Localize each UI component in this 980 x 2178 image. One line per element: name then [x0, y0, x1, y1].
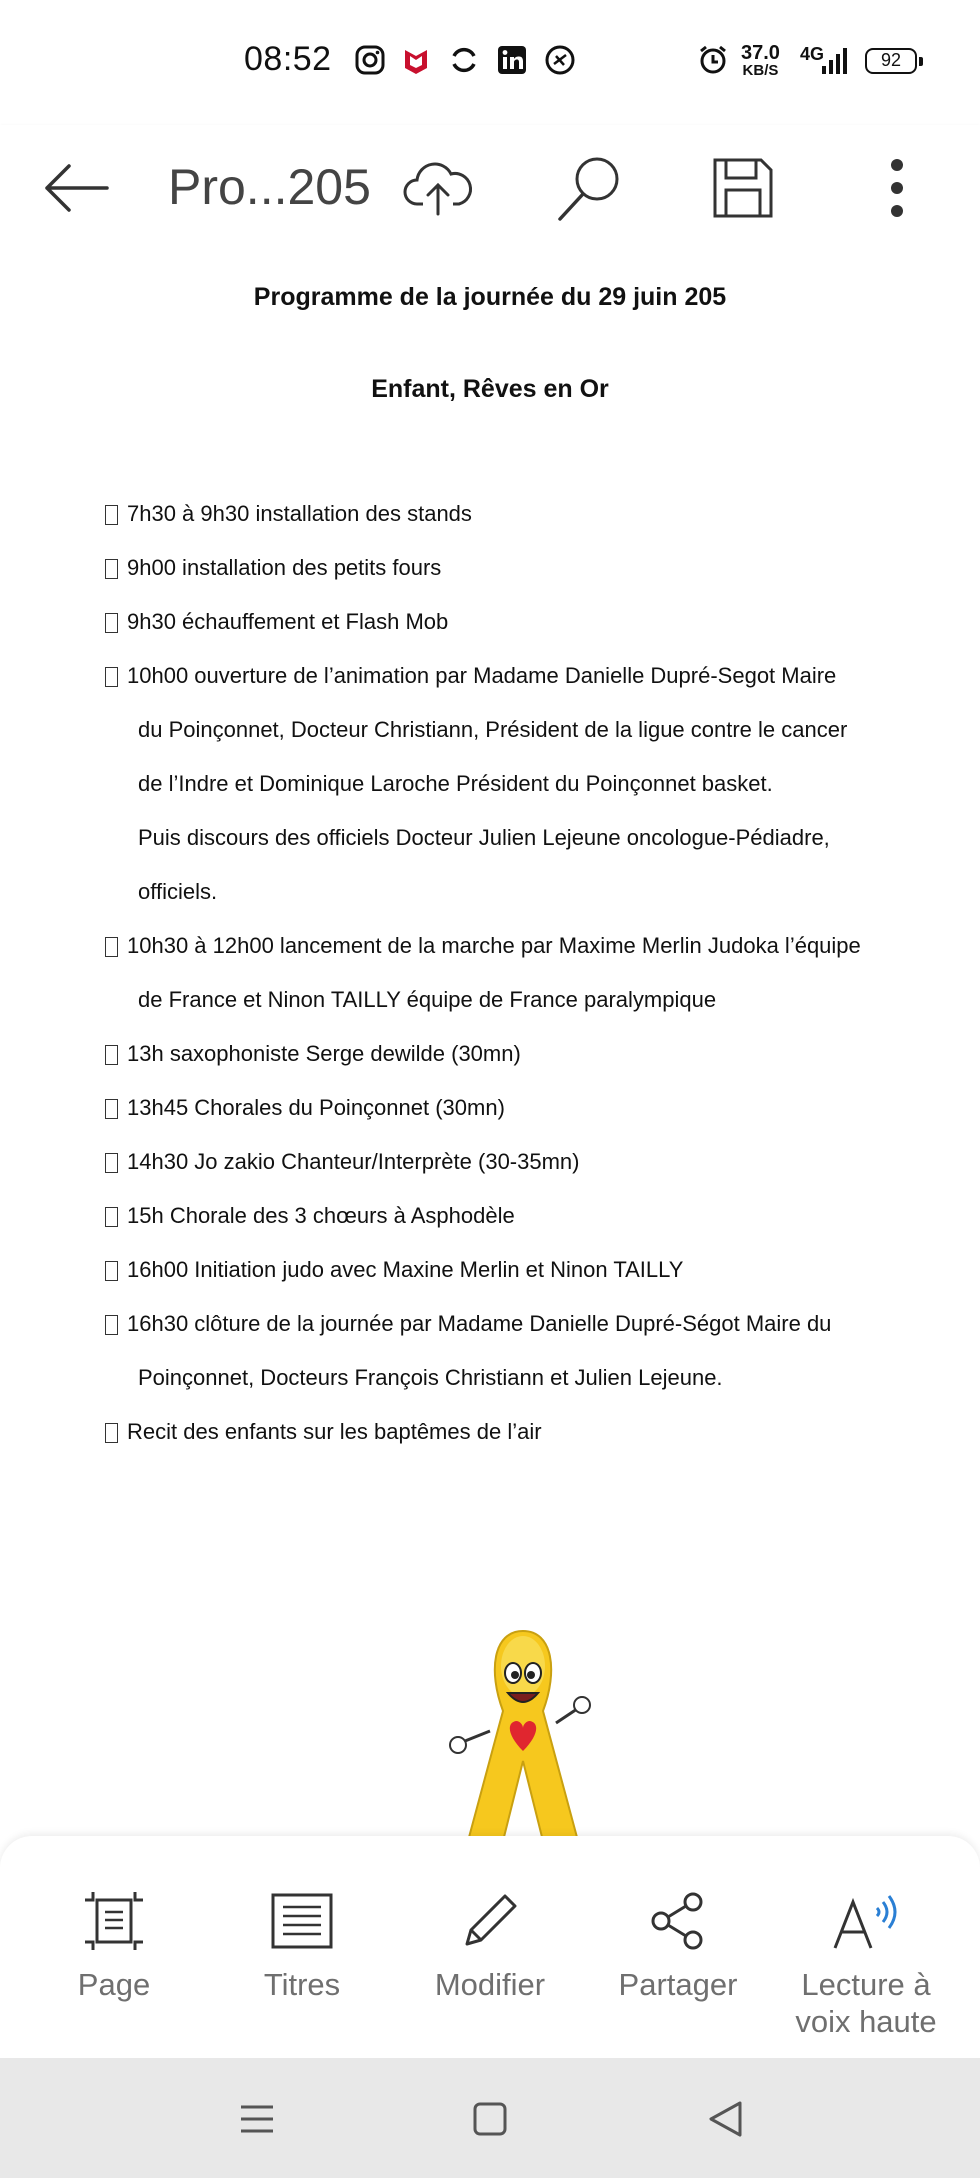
list-item-text: 9h00 installation des petits fours [127, 555, 442, 580]
list-item [105, 1027, 925, 1081]
list-item-continuation: du Poinçonnet, Docteur Christiann, Président de la ligue contre le cancer [138, 717, 848, 742]
bullet-box-icon [105, 1099, 118, 1119]
menu-icon [239, 2103, 275, 2135]
system-navigation-bar [0, 2058, 980, 2178]
list-item [105, 1405, 925, 1459]
list-item-text: 15h Chorale des 3 chœurs à Asphodèle [127, 1203, 515, 1228]
list-item [105, 649, 925, 919]
bullet-box-icon [105, 937, 118, 957]
list-item-text: 13h45 Chorales du Poinçonnet (30mn) [127, 1095, 505, 1120]
document-page[interactable] [0, 251, 980, 1836]
edit-button[interactable] [396, 1884, 584, 2003]
list-item [105, 1297, 925, 1405]
list-item-text: 13h saxophoniste Serge dewilde (30mn) [127, 1041, 521, 1066]
document-heading: Programme de la journée du 29 juin 205 [253, 283, 727, 311]
battery-icon [865, 48, 917, 74]
save-icon [711, 156, 775, 220]
list-item [105, 919, 925, 1027]
app-icon [544, 44, 576, 76]
back-button[interactable] [31, 143, 121, 233]
cloud-upload-button[interactable] [393, 143, 483, 233]
share-button[interactable] [584, 1884, 772, 2003]
list-item [105, 1081, 925, 1135]
list-item-continuation: Puis discours des officiels Docteur Julien Lejeune oncologue-Pédiadre, [138, 825, 830, 850]
network-speed [741, 44, 780, 80]
home-square-icon [473, 2102, 507, 2136]
alarm-icon [697, 44, 729, 76]
sync-icon [448, 44, 480, 76]
document-title: Pro...205 [168, 159, 371, 215]
network-speed-value: 37.0 [741, 42, 780, 64]
bullet-box-icon [105, 1261, 118, 1281]
list-item-text: 10h00 ouverture de l’animation par Madame Danielle Dupré-Segot Maire [127, 663, 837, 688]
share-label: Partager [618, 1967, 738, 2002]
headings-button[interactable] [208, 1884, 396, 2003]
search-icon [555, 153, 625, 223]
more-options-button[interactable] [852, 143, 942, 233]
back-nav-button[interactable] [700, 2094, 750, 2144]
read-aloud-icon [831, 1890, 901, 1952]
list-item-text: 10h30 à 12h00 lancement de la marche par Maxime Merlin Judoka l’équipe [127, 933, 861, 958]
list-item-text: Recit des enfants sur les baptêmes de l’air [127, 1419, 542, 1444]
signal-icon [820, 44, 850, 76]
list-item-text: 14h30 Jo zakio Chanteur/Interprète (30-35mn) [127, 1149, 580, 1174]
page-label: Page [77, 1967, 151, 2002]
back-arrow-icon [43, 163, 109, 213]
ribbon-mascot-image [448, 1611, 598, 1841]
bullet-box-icon [105, 1153, 118, 1173]
linkedin-icon [496, 44, 528, 76]
list-item-continuation: de l’Indre et Dominique Laroche Président du Poinçonnet basket. [138, 771, 773, 796]
list-item-text: 16h00 Initiation judo avec Maxine Merlin et Ninon TAILLY [127, 1257, 684, 1282]
more-vertical-icon [887, 158, 907, 218]
headings-icon [271, 1893, 333, 1949]
network-type-label: 4G [800, 44, 825, 64]
edit-icon [459, 1890, 521, 1952]
bullet-box-icon [105, 1315, 118, 1335]
bullet-box-icon [105, 505, 118, 525]
list-item [105, 1243, 925, 1297]
battery-level: 92 [880, 50, 902, 70]
bottom-action-bar [0, 1836, 980, 2058]
list-item [105, 541, 925, 595]
menu-nav-button[interactable] [232, 2094, 282, 2144]
network-speed-unit: KB/S [742, 62, 779, 79]
bullet-box-icon [105, 1207, 118, 1227]
list-item-text: 7h30 à 9h30 installation des stands [127, 501, 472, 526]
list-item [105, 1135, 925, 1189]
list-item-continuation: de France et Ninon TAILLY équipe de France paralympique [138, 987, 717, 1012]
list-item [105, 487, 925, 541]
bullet-box-icon [105, 1045, 118, 1065]
list-item [105, 595, 925, 649]
page-button[interactable] [20, 1884, 208, 2003]
list-item-text: 9h30 échauffement et Flash Mob [127, 609, 449, 634]
list-item [105, 1189, 925, 1243]
bullet-box-icon [105, 559, 118, 579]
home-nav-button[interactable] [465, 2094, 515, 2144]
instagram-icon [354, 44, 386, 76]
schedule-list [105, 487, 925, 1459]
status-bar [0, 0, 980, 125]
save-button[interactable] [698, 143, 788, 233]
document-subheading: Enfant, Rêves en Or [371, 375, 609, 403]
bullet-box-icon [105, 667, 118, 687]
app-toolbar [0, 125, 980, 251]
list-item-text: 16h30 clôture de la journée par Madame Danielle Dupré-Ségot Maire du [127, 1311, 832, 1336]
bullet-box-icon [105, 613, 118, 633]
edit-label: Modifier [434, 1967, 546, 2002]
bullet-box-icon [105, 1423, 118, 1443]
share-icon [647, 1890, 709, 1952]
back-triangle-icon [708, 2101, 742, 2137]
mcafee-icon [400, 44, 432, 76]
page-icon [83, 1890, 145, 1952]
list-item-continuation: officiels. [138, 879, 218, 904]
read-aloud-button[interactable] [772, 1884, 960, 2040]
headings-label: Titres [263, 1967, 341, 2002]
status-time: 08:52 [244, 40, 332, 78]
list-item-continuation: Poinçonnet, Docteurs François Christiann et Julien Lejeune. [138, 1365, 723, 1390]
read-aloud-label: Lecture à voix haute [795, 1967, 937, 2039]
cloud-upload-icon [403, 160, 473, 216]
search-button[interactable] [545, 143, 635, 233]
